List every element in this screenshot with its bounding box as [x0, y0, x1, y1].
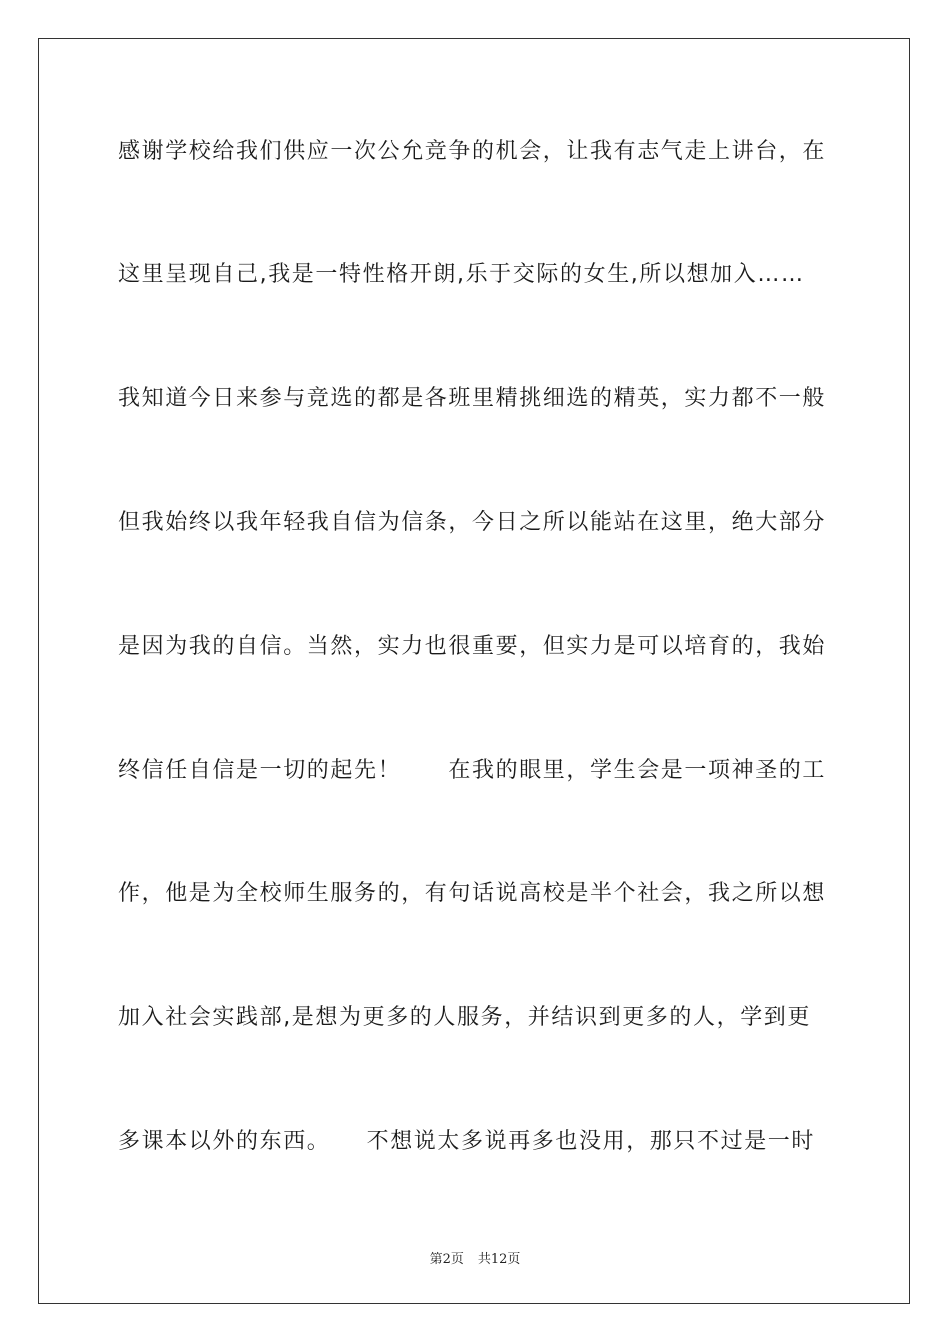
body-text-line: 这里呈现自己,我是一特性格开朗,乐于交际的女生,所以想加入…… — [118, 262, 805, 287]
body-text-line: 我知道今日来参与竞选的都是各班里精挑细选的精英，实力都不一般 — [118, 386, 827, 411]
page-border — [38, 38, 910, 1304]
body-text-line: 终信任自信是一切的起先！ 在我的眼里，学生会是一项神圣的工 — [118, 758, 827, 783]
body-text-line: 作，他是为全校师生服务的，有句话说高校是半个社会，我之所以想 — [118, 881, 827, 906]
body-text-line: 感谢学校给我们供应一次公允竞争的机会，让我有志气走上讲台，在 — [118, 139, 827, 164]
page-total: 共12页 — [477, 1252, 521, 1267]
body-text-line: 加入社会实践部,是想为更多的人服务，并结识到更多的人，学到更 — [118, 1005, 811, 1030]
page-footer — [0, 1248, 950, 1267]
body-text-line: 多课本以外的东西。 不想说太多说再多也没用，那只不过是一时 — [118, 1129, 816, 1154]
body-text-line: 是因为我的自信。当然，实力也很重要，但实力是可以培育的，我始 — [118, 634, 827, 659]
body-text-line: 但我始终以我年轻我自信为信条，今日之所以能站在这里，绝大部分 — [118, 510, 827, 535]
page-number: 第2页 — [429, 1252, 464, 1267]
